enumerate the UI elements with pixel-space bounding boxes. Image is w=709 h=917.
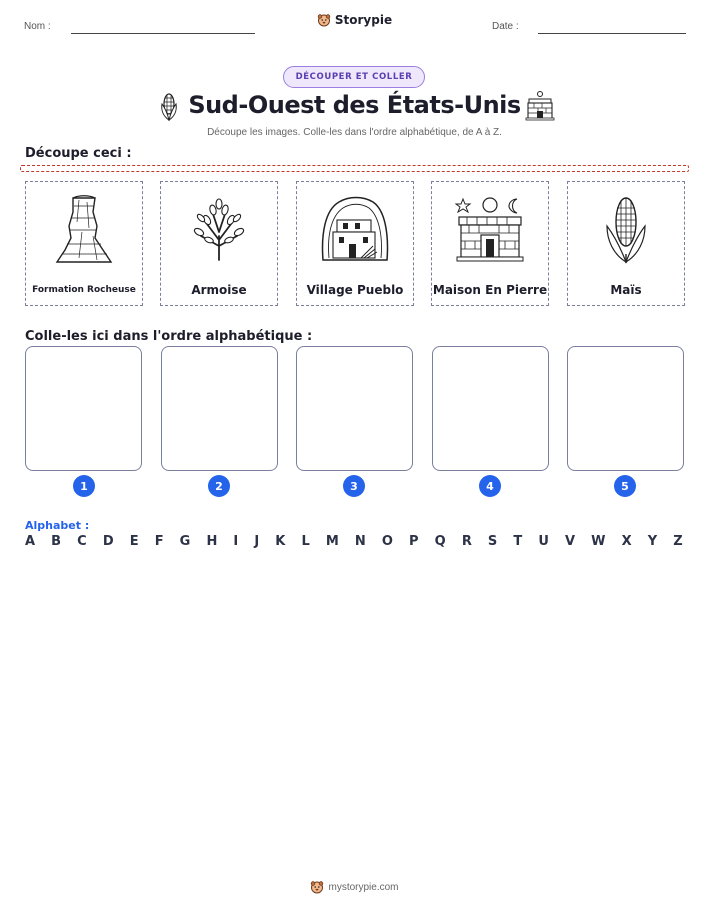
alphabet-letter: G bbox=[179, 534, 191, 549]
alphabet-letter: S bbox=[487, 534, 498, 549]
page-title: Sud-Ouest des États-Unis bbox=[188, 91, 521, 119]
stone-house-icon bbox=[524, 90, 556, 122]
alphabet-letter: K bbox=[275, 534, 286, 549]
date-label: Date : bbox=[492, 21, 519, 32]
alphabet-letter: O bbox=[381, 534, 393, 549]
alphabet-letter: B bbox=[51, 534, 62, 549]
stone-house-icon bbox=[455, 195, 525, 263]
paste-section-label: Colle-les ici dans l'ordre alphabétique : bbox=[25, 329, 313, 344]
alphabet-letter: Q bbox=[434, 534, 446, 549]
activity-badge: DÉCOUPER ET COLLER bbox=[283, 66, 425, 88]
rock-formation-icon bbox=[49, 192, 119, 266]
card-label: Maïs bbox=[610, 283, 642, 297]
card-label: Formation Rocheuse bbox=[32, 285, 136, 295]
alphabet-letter: X bbox=[621, 534, 632, 549]
alphabet-letter: D bbox=[102, 534, 114, 549]
pueblo-village-icon bbox=[319, 194, 391, 264]
alphabet-row bbox=[25, 534, 683, 549]
cut-card-rock-formation[interactable] bbox=[25, 181, 143, 306]
alphabet-label: Alphabet : bbox=[25, 519, 90, 532]
alphabet-letter: H bbox=[206, 534, 218, 549]
cut-card-corn[interactable] bbox=[567, 181, 685, 306]
alphabet-letter: E bbox=[129, 534, 139, 549]
footer-site-link[interactable]: mystorypie.com bbox=[328, 881, 399, 893]
order-number-5: 5 bbox=[614, 475, 636, 497]
cut-card-pueblo-village[interactable] bbox=[296, 181, 414, 306]
order-number-3: 3 bbox=[343, 475, 365, 497]
name-label: Nom : bbox=[24, 21, 51, 32]
brand-logo bbox=[0, 13, 709, 27]
card-label: Maison En Pierre bbox=[432, 283, 548, 297]
storypie-mascot-icon bbox=[310, 880, 324, 894]
card-label: Village Pueblo bbox=[306, 283, 404, 297]
order-number-1: 1 bbox=[73, 475, 95, 497]
alphabet-letter: R bbox=[461, 534, 472, 549]
instructions: Découpe les images. Colle-les dans l'ordre alphabétique, de A à Z. bbox=[207, 127, 502, 138]
cut-section-label: Découpe ceci : bbox=[25, 146, 132, 161]
card-label: Armoise bbox=[191, 283, 247, 297]
cut-line bbox=[20, 165, 689, 172]
alphabet-letter: M bbox=[325, 534, 339, 549]
name-line[interactable] bbox=[71, 33, 255, 34]
alphabet-letter: V bbox=[565, 534, 576, 549]
paste-box-4[interactable] bbox=[432, 346, 549, 471]
order-number-4: 4 bbox=[479, 475, 501, 497]
order-number-2: 2 bbox=[208, 475, 230, 497]
brand-name: Storypie bbox=[334, 13, 393, 27]
cut-card-sagebrush[interactable] bbox=[160, 181, 278, 306]
paste-box-2[interactable] bbox=[161, 346, 278, 471]
sagebrush-icon bbox=[187, 196, 251, 262]
alphabet-letter: Y bbox=[647, 534, 658, 549]
paste-box-1[interactable] bbox=[25, 346, 142, 471]
alphabet-letter: W bbox=[591, 534, 606, 549]
corn-icon bbox=[601, 194, 651, 264]
cut-card-stone-house[interactable] bbox=[431, 181, 549, 306]
alphabet-letter: N bbox=[354, 534, 366, 549]
alphabet-letter: C bbox=[77, 534, 87, 549]
paste-box-3[interactable] bbox=[296, 346, 413, 471]
storypie-mascot-icon bbox=[317, 13, 331, 27]
date-line[interactable] bbox=[538, 33, 686, 34]
alphabet-letter: J bbox=[254, 534, 260, 549]
alphabet-letter: A bbox=[25, 534, 36, 549]
alphabet-letter: F bbox=[154, 534, 164, 549]
alphabet-letter: I bbox=[233, 534, 239, 549]
alphabet-letter: T bbox=[513, 534, 523, 549]
alphabet-letter: U bbox=[538, 534, 549, 549]
alphabet-letter: P bbox=[409, 534, 419, 549]
footer bbox=[0, 880, 709, 894]
alphabet-letter: Z bbox=[673, 534, 683, 549]
paste-box-5[interactable] bbox=[567, 346, 684, 471]
alphabet-letter: L bbox=[301, 534, 310, 549]
